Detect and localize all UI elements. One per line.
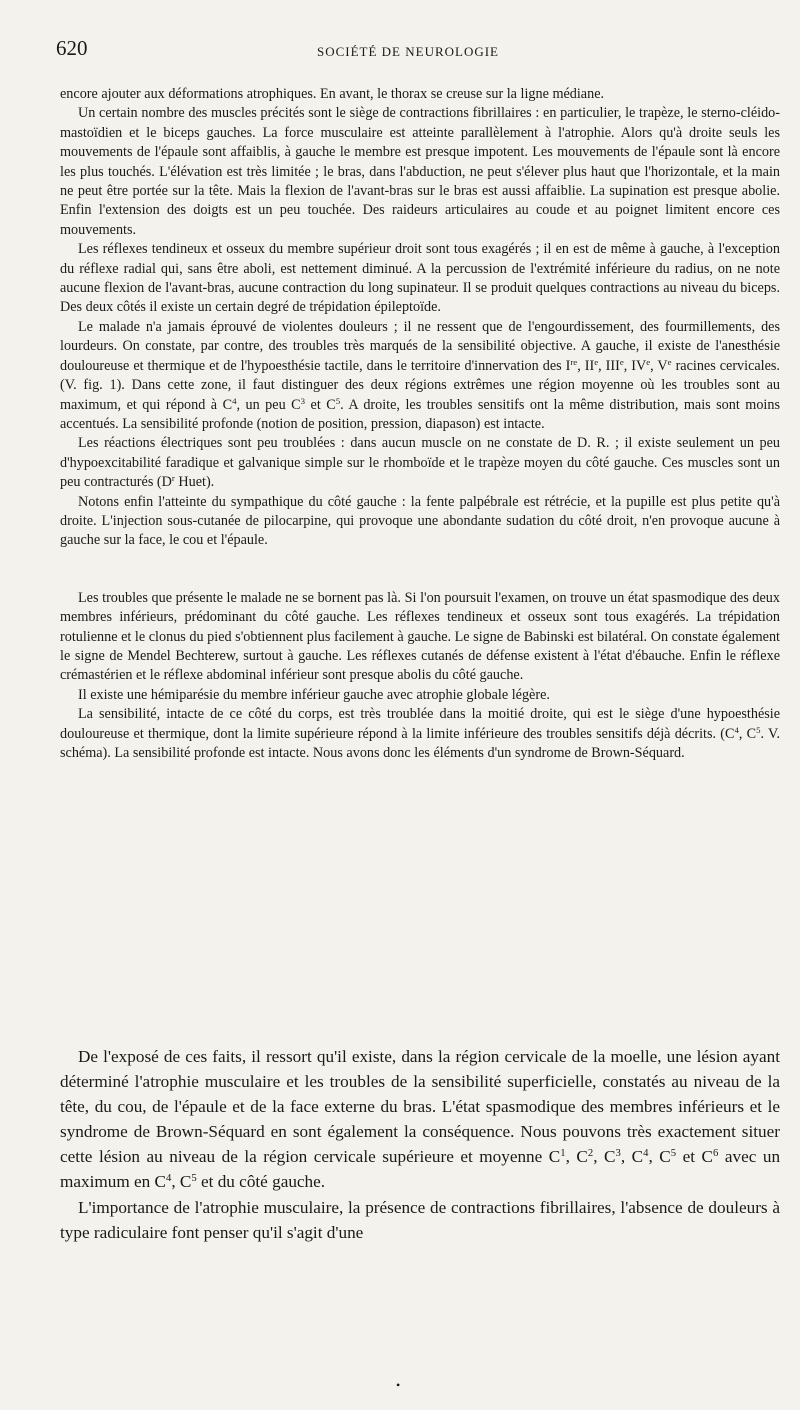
superscript: e — [594, 356, 599, 367]
superscript: 4 — [643, 1148, 649, 1160]
paragraph — [60, 104, 780, 240]
text-run: racines cervicales. (V. fig. 1). Dans cette zone, il faut distinguer des deux régions extrêmes une région moyenne où les troubles sont au maximum, et qui répond à C — [60, 357, 780, 413]
superscript: e — [667, 356, 672, 367]
page-header — [56, 36, 760, 66]
superscript: 6 — [713, 1148, 719, 1160]
text-run: , C — [620, 1147, 644, 1167]
text-run: , C — [648, 1147, 671, 1167]
text-run: Les réactions électriques sont peu troublées : dans aucun muscle on ne constate de D. R. ; il existe seulement un peu d'hypoexcitabilité faradique et galvanique simple sur le rhomboïde et le trapèze moyen du côté gauche. Ces muscles sont un peu contracturés (D — [60, 435, 780, 491]
superscript: e — [646, 356, 651, 367]
text-run: Un certain nombre des muscles précités sont le siège de contractions fibrillaires : en particulier, le trapèze, le sterno-cléido-mastoïdien et le biceps gauches. La force musculaire est atteinte parallèlement à l'atrophie. Alors qu'à droite seuls les mouvements de l'épaule sont affaiblis, à gauche le membre est presque impotent. Les mouvements de l'épaule sont là encore les plus touchés. L'élévation est très limitée ; le bras, dans l'abduction, ne peut s'élever plus haut que l'horizontale, et la main ne peut être portée sur la tête. Mais la flexion de l'avant-bras sur le bras est aussi affaiblie. La supination est presque abolie. Enfin l'extension des doigts est un peu touchée. Des raideurs articulaires au coude et au poignet limitent encore ces mouvements. — [60, 105, 780, 238]
superscript: 4 — [165, 1173, 172, 1185]
paragraph — [60, 1044, 780, 1195]
text-run: , C — [171, 1172, 192, 1192]
text-run: , C — [565, 1147, 588, 1167]
paragraph — [60, 589, 780, 686]
paragraph — [60, 493, 780, 551]
superscript: 5 — [756, 724, 761, 735]
superscript: 5 — [670, 1148, 677, 1160]
footer-dot-mark: • — [396, 1378, 401, 1392]
text-run: De l'exposé de ces faits, il ressort qu'il existe, dans la région cervicale de la moelle, une lésion ayant déterminé l'atrophie musculaire et les troubles de la sensibilité superficielle, constatés au niveau de la tête, du cou, de l'épaule et de la face externe du bras. L'état spasmodique des membres inférieurs et le syndrome de Brown-Séquard en sont également la conséquence. Nous pouvons très exactement situer cette lésion au niveau de la région cervicale supérieure et moyenne C — [60, 1047, 780, 1167]
text-run: et C — [305, 396, 336, 413]
superscript: 3 — [300, 395, 306, 406]
text-run: , C — [593, 1147, 616, 1167]
running-title: SOCIÉTÉ DE NEUROLOGIE — [316, 44, 500, 59]
text-run: et du côté gauche. — [196, 1172, 326, 1192]
superscript: 4 — [232, 395, 237, 406]
superscript: 4 — [734, 724, 739, 735]
text-run: L'importance de l'atrophie musculaire, la présence de contractions fibrillaires, l'absence de douleurs à type radiculaire font penser qu'il s'agit d'une — [60, 1197, 780, 1242]
paragraph — [60, 686, 780, 705]
text-run: , V — [650, 357, 668, 374]
paragraph — [60, 705, 780, 763]
superscript: 1 — [560, 1148, 566, 1160]
text-run: Les réflexes tendineux et osseux du membre supérieur droit sont tous exagérés ; il en est de même à gauche, à l'exception du réflexe radial qui, sans être aboli, est nettement diminué. A la percussion de l'extrémité inférieure du radius, on ne note aucune flexion de l'avant-bras, aucune contraction du long supinateur. Il se produit quelques contractions au niveau du biceps. Des deux côtés il existe un certain degré de trépidation épileptoïde. — [60, 241, 780, 316]
text-run: , un peu C — [236, 396, 301, 413]
page-number: 620 — [56, 36, 88, 60]
paragraph — [60, 1195, 780, 1245]
superscript: 3 — [615, 1148, 621, 1160]
text-run: La sensibilité, intacte de ce côté du corps, est très troublée dans la moitié droite, qui est le siège d'une hypoesthésie douloureuse et thermique, dont la limite supérieure répond à la limite inférieure des troubles sensitifs déjà décrits. (C — [60, 706, 780, 742]
text-run: et C — [676, 1147, 713, 1167]
paragraph — [60, 85, 780, 104]
text-run: . V. schéma). La sensibilité profonde est intacte. Nous avons donc les éléments d'un syndrome de Brown-Séquard. — [60, 725, 780, 761]
superscript: re — [570, 356, 578, 367]
superscript: 5 — [191, 1173, 197, 1185]
paragraph — [60, 240, 780, 318]
body-text-small — [60, 85, 780, 763]
superscript: 5 — [335, 395, 341, 406]
text-run: . A droite, les troubles sensitifs ont la même distribution, mais sont moins accentués. La sensibilité profonde (notion de position, pression, diapason) est intacte. — [60, 396, 780, 432]
text-run: , III — [598, 357, 620, 374]
superscript: e — [619, 356, 624, 367]
superscript: r — [171, 473, 175, 484]
text-run: , C — [738, 725, 757, 742]
superscript: 2 — [587, 1148, 594, 1160]
text-run: Les troubles que présente le malade ne se bornent pas là. Si l'on poursuit l'examen, on trouve un état spasmodique des deux membres inférieurs, prédominant du côté gauche. Les réflexes tendineux et osseux sont tous exagérés. La trépidation rotulienne et le clonus du pied s'obtiennent plus facilement à gauche. Le signe de Babinski est bilatéral. On constate également le signe de Mendel Bechterew, surtout à gauche. Les réflexes cutanés de défense existent à l'état d'ébauche. Enfin le réflexe crémastérien et le réflexe abdominal inférieur sont presque abolis du côté gauche. — [60, 589, 780, 684]
body-text-large — [60, 1044, 780, 1245]
text-run: , II — [577, 357, 595, 374]
paragraph — [60, 318, 780, 434]
text-run: avec un maximum en C — [60, 1147, 781, 1192]
text-run: encore ajouter aux déformations atrophiques. En avant, le thorax se creuse sur la ligne médiane. — [60, 86, 605, 102]
text-run: Huet). — [174, 474, 215, 491]
text-run: Le malade n'a jamais éprouvé de violentes douleurs ; il ne ressent que de l'engourdissement, des fourmillements, des lourdeurs. On constate, par contre, des troubles très marqués de la sensibilité objective. A gauche, il existe de l'anesthésie douloureuse et thermique et de l'hypoesthésie tactile, dans le territoire d'innervation des I — [60, 318, 780, 374]
text-run: Notons enfin l'atteinte du sympathique du côté gauche : la fente palpébrale est rétrécie, et la pupille est plus petite qu'à droite. L'injection sous-cutanée de pilocarpine, qui provoque une abondante sudation du côté droit, n'en provoque aucune à gauche sur la face, le cou et l'épaule. — [60, 493, 780, 549]
text-run: , IV — [623, 357, 647, 374]
text-run: Il existe une hémiparésie du membre inférieur gauche avec atrophie globale légère. — [78, 686, 550, 703]
paragraph — [60, 434, 780, 492]
